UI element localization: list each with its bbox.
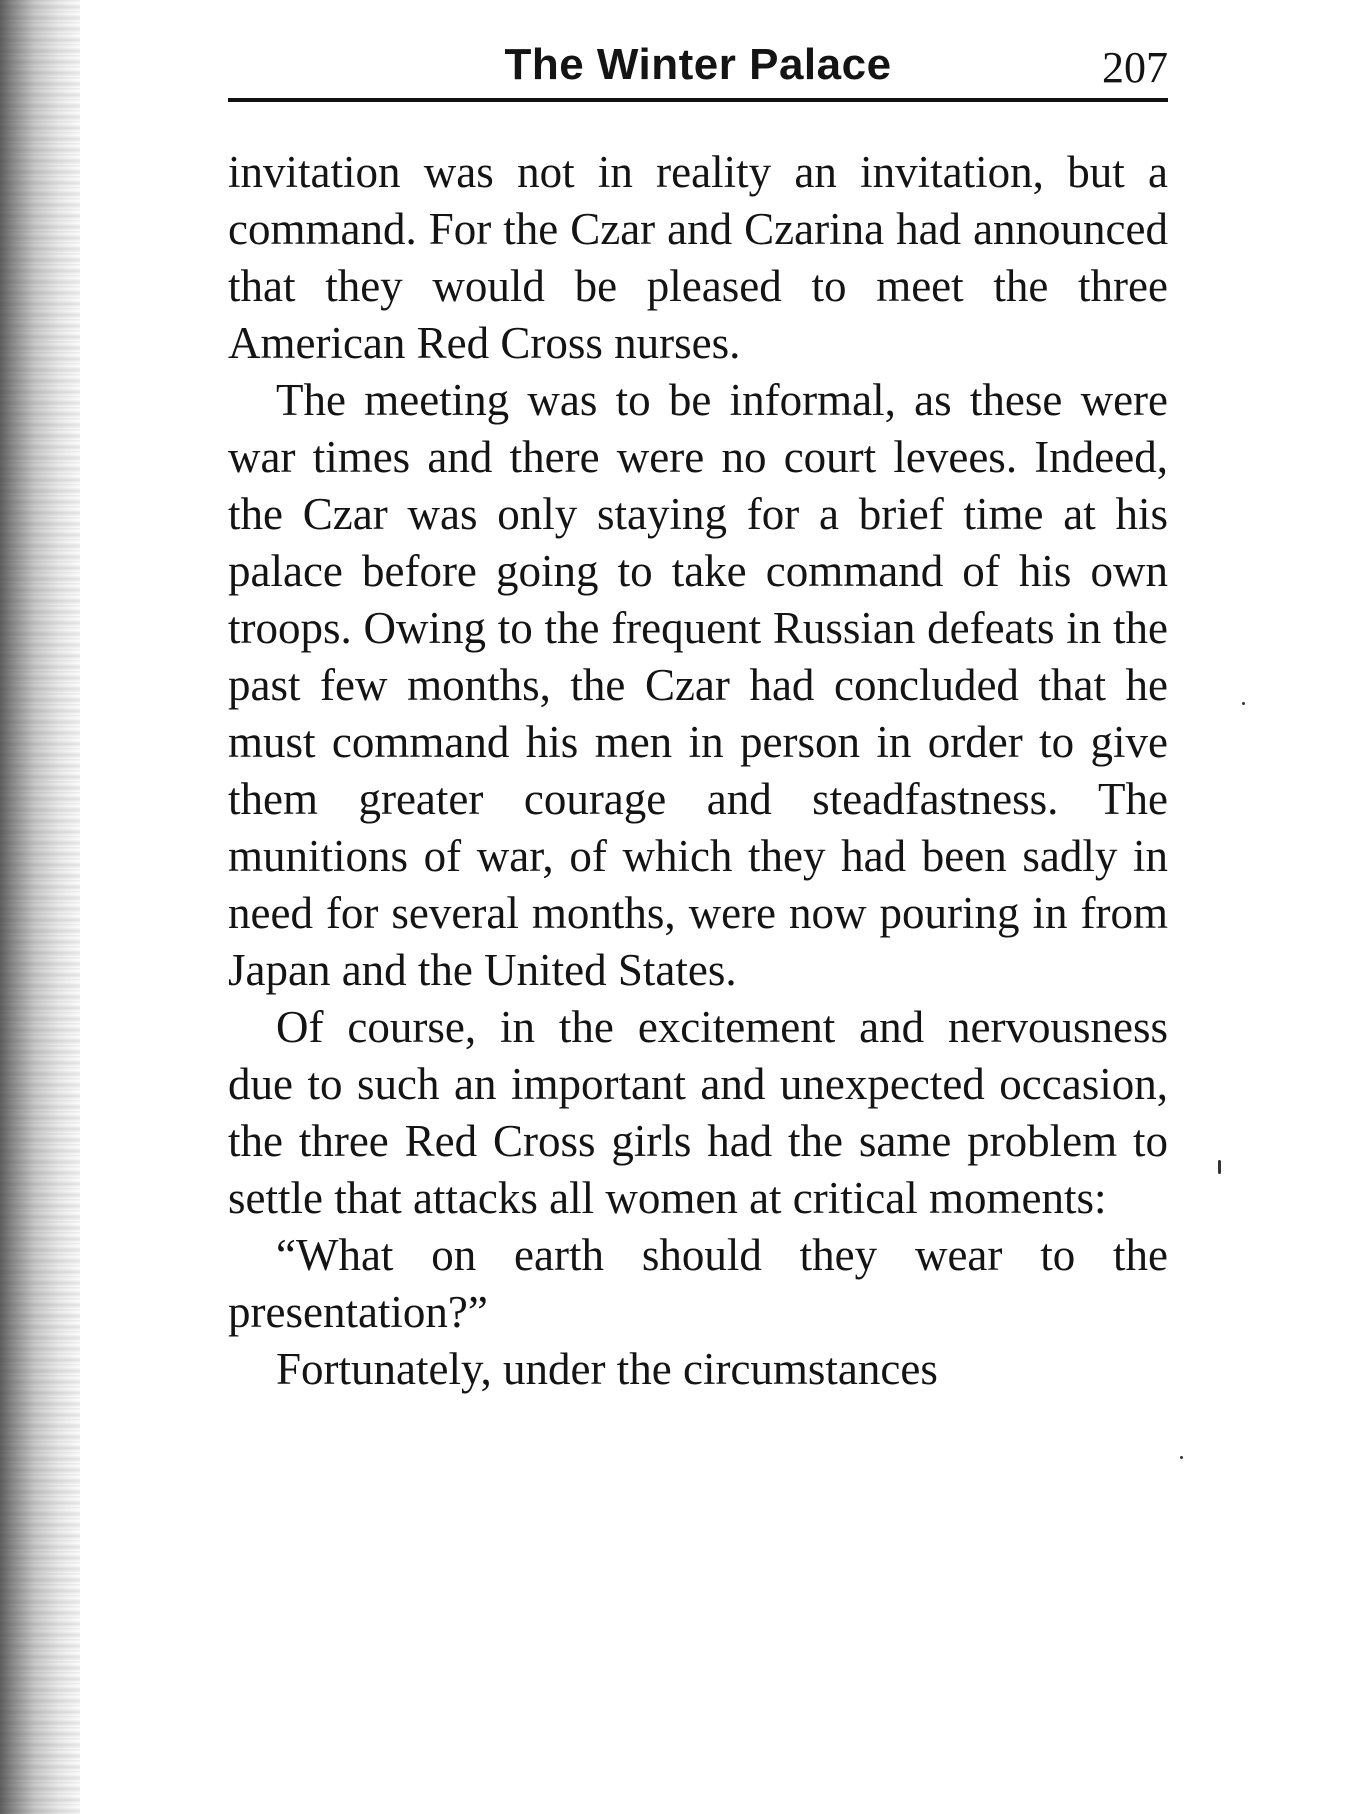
paragraph: Of course, in the excitement and nervousness due to such an important and unexpected occasion, the three Red Cross girls had the same problem to settle that attacks all women at critical moments: [228,1002,1168,1223]
scanned-page-edge [0,0,80,1814]
paragraph: Fortunately, under the circumstances [276,1344,938,1394]
running-header [228,36,1168,102]
paragraph: The meeting was to be informal, as these were war times and there were no court levees. Indeed, the Czar was only staying for a brief time at his palace before going to take command of his own troops. Owing to the frequent Russian defeats in the past few months, the Czar had concluded that he must command his men in person in order to give them greater courage and steadfastness. The munitions of war, of which they had been sadly in need for several months, were now pouring in from Japan and the United States. [228,375,1168,995]
body-text [228,144,1168,1398]
paragraph: “What on earth should they wear to the presentation?” [228,1230,1168,1337]
running-title: The Winter Palace [504,40,892,89]
paragraph: invitation was not in reality an invitation, but a command. For the Czar and Czarina had announced that they would be pleased to meet the three American Red Cross nurses. [228,147,1168,368]
scan-speck [1218,1160,1221,1174]
page-number: 207 [1102,43,1168,92]
scan-speck [1242,702,1245,705]
scan-speck [1180,1456,1183,1459]
book-page [228,36,1168,1398]
